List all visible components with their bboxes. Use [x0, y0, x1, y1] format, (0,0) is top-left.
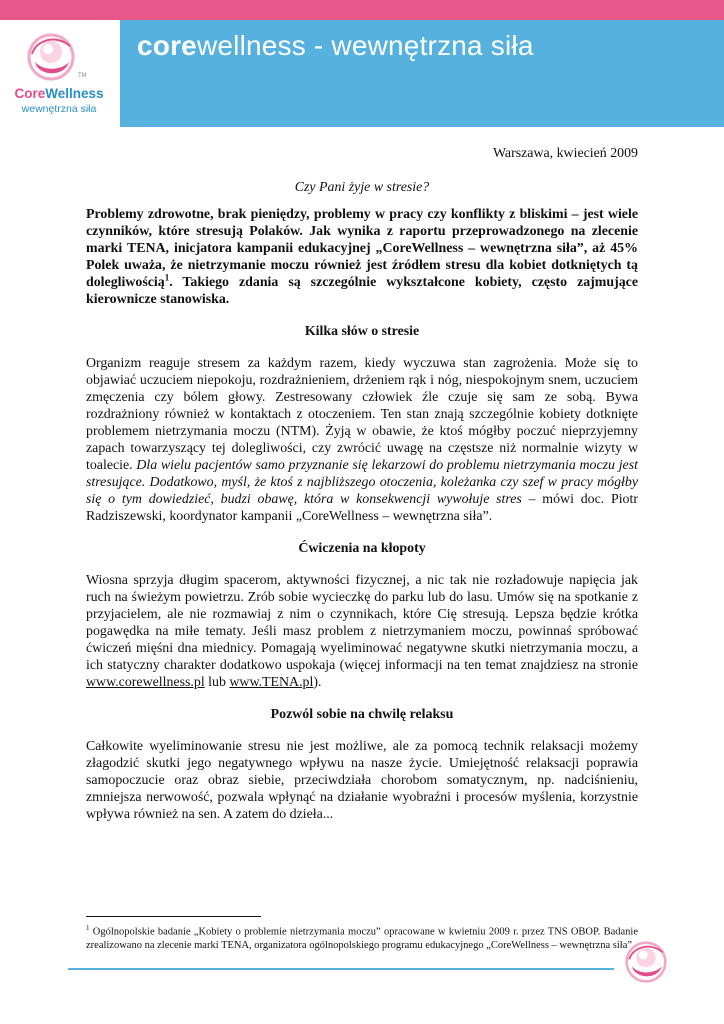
logo-name-wellness: Wellness: [45, 86, 104, 101]
header-pink-band: [0, 0, 724, 20]
header-title: [137, 30, 534, 62]
link-tena[interactable]: www.TENA.pl: [229, 675, 314, 690]
footnote-separator: [86, 916, 261, 917]
stress-text: Organizm reaguje stresem za każdym razem, kiedy wyczuwa stan zagrożenia. Może się to objawiać uczuciem niepokoju, rozdrażnieniem, drżeniem rąk i nóg, niespokojnym snem, uczuciem zmęczenia czy bólem głowy. Zestresowany człowiek źle czuje się sam ze sobą. Bywa rozdrażniony również w kontaktach z otoczeniem. Ten stan znają szczególnie kobiety dotknięte problemem nietrzymania moczu (NTM). Żyją w obawie, że ktoś mógłby poczuć nieprzyjemny zapach towarzyszący tej dolegliwości, czy zwrócić uwagę na częstsze niż normalnie wizyty w toalecie.: [86, 356, 638, 473]
document-subtitle: Czy Pani żyje w stresie?: [294, 180, 430, 195]
stress-tail: – mówi doc. Piotr Radziszewski, koordynator kampanii „CoreWellness – wewnętrzna siła”.: [86, 492, 638, 524]
section-paragraph-relax: Całkowite wyeliminowanie stresu nie jest możliwe, ale za pomocą technik relaksacji możemy złagodzić skutki jego negatywnego wpływu na nasze życie. Umiejętność relaksacji poprawia samopoczucie oraz obraz siebie, przeciwdziała chorobom somatycznym, np. nadciśnieniu, zmniejsza nerwowość, pozwala wpłynąć na działanie wyobraźni i procesów myślenia, korzystnie wpływa również na sen. A zatem do dzieła...: [86, 739, 638, 822]
footnote-marker: 1: [86, 924, 90, 932]
footer-line: [68, 968, 614, 970]
logo-tagline: wewnętrzna siła: [21, 103, 97, 115]
document-date: Warszawa, kwiecień 2009: [492, 146, 638, 161]
lead-paragraph: [86, 206, 638, 308]
corewellness-logo-mark-icon: [26, 32, 76, 82]
section-paragraph-stress: [86, 355, 638, 525]
section-heading-exercises: Ćwiczenia na kłopoty: [298, 541, 426, 556]
footnote-text: Ogólnopolskie badanie „Kobiety o problemie nietrzymania moczu” opracowane w kwietniu 2009 r. przez TNS OBOP. Badanie zrealizowano na zlecenie marki TENA, organizatora ogólnopolskiego programu edukacyjnego „CoreWellness – wewnętrzna siła”.: [86, 926, 638, 951]
exercises-mid: lub: [204, 675, 230, 690]
trademark-mark: TM: [78, 73, 87, 79]
lead-text-1: Problemy zdrowotne, brak pieniędzy, problemy w pracy czy konflikty z bliskimi – jest wiele czynników, które stresują Polaków. Jak wynika z raportu przeprowadzonego na zlecenie marki TENA, inicjatora kampanii edukacyjnej „CoreWellness – wewnętrzna siła”, aż 45% Polek uważa, że nietrzymanie moczu również jest źródłem stresu dla kobiet dotkniętych tą dolegliwością: [86, 207, 638, 290]
exercises-end: ).: [313, 675, 322, 690]
footer-logo-icon: [624, 940, 668, 984]
logo-name-core: Core: [14, 86, 46, 101]
link-corewellness[interactable]: www.corewellness.pl: [86, 675, 205, 690]
header-title-bold: core: [137, 30, 197, 61]
header-title-rest: wellness - wewnętrzna siła: [196, 30, 534, 61]
footnote-ref: 1: [164, 272, 170, 283]
section-heading-stress: Kilka słów o stresie: [304, 324, 420, 339]
lead-text-2: . Takiego zdania są szczególnie wykształcone kobiety, często zajmujące kierownicze stanowiska.: [86, 275, 638, 307]
footnote: [86, 922, 638, 952]
logo-brand-name: [0, 86, 118, 101]
corewellness-logo: [0, 20, 120, 127]
exercises-text: Wiosna sprzyja długim spacerom, aktywności fizycznej, a nic tak nie rozładowuje napięcia jak ruch na świeżym powietrzu. Zrób sobie wycieczkę do parku lub do lasu. Umów się na spotkanie z przyjacielem, ale nie rozmawiaj z nim o czynnikach, które Cię stresują. Lepsza będzie krótka pogawędka na miłe tematy. Jeśli masz problem z nietrzymaniem moczu, powinnaś spróbować ćwiczeń mięśni dna miednicy. Pomagają wyeliminować negatywne skutki nietrzymania moczu, a ich statyczny charakter dodatkowo uspokaja (więcej informacji na ten temat znajdziesz na stronie: [86, 573, 638, 673]
section-heading-relax: Pozwól sobie na chwilę relaksu: [270, 707, 454, 722]
document-body: [86, 145, 638, 823]
section-paragraph-exercises: [86, 572, 638, 691]
stress-quote: Dla wielu pacjentów samo przyznanie się lekarzowi do problemu nietrzymania moczu jest stresujące. Dodatkowo, myśl, że ktoś z najbliższego otoczenia, koleżanka czy szef w pracy mógłby się o tym dowiedzieć, budzi obawę, która w konsekwencji wywołuje stres: [86, 458, 638, 507]
